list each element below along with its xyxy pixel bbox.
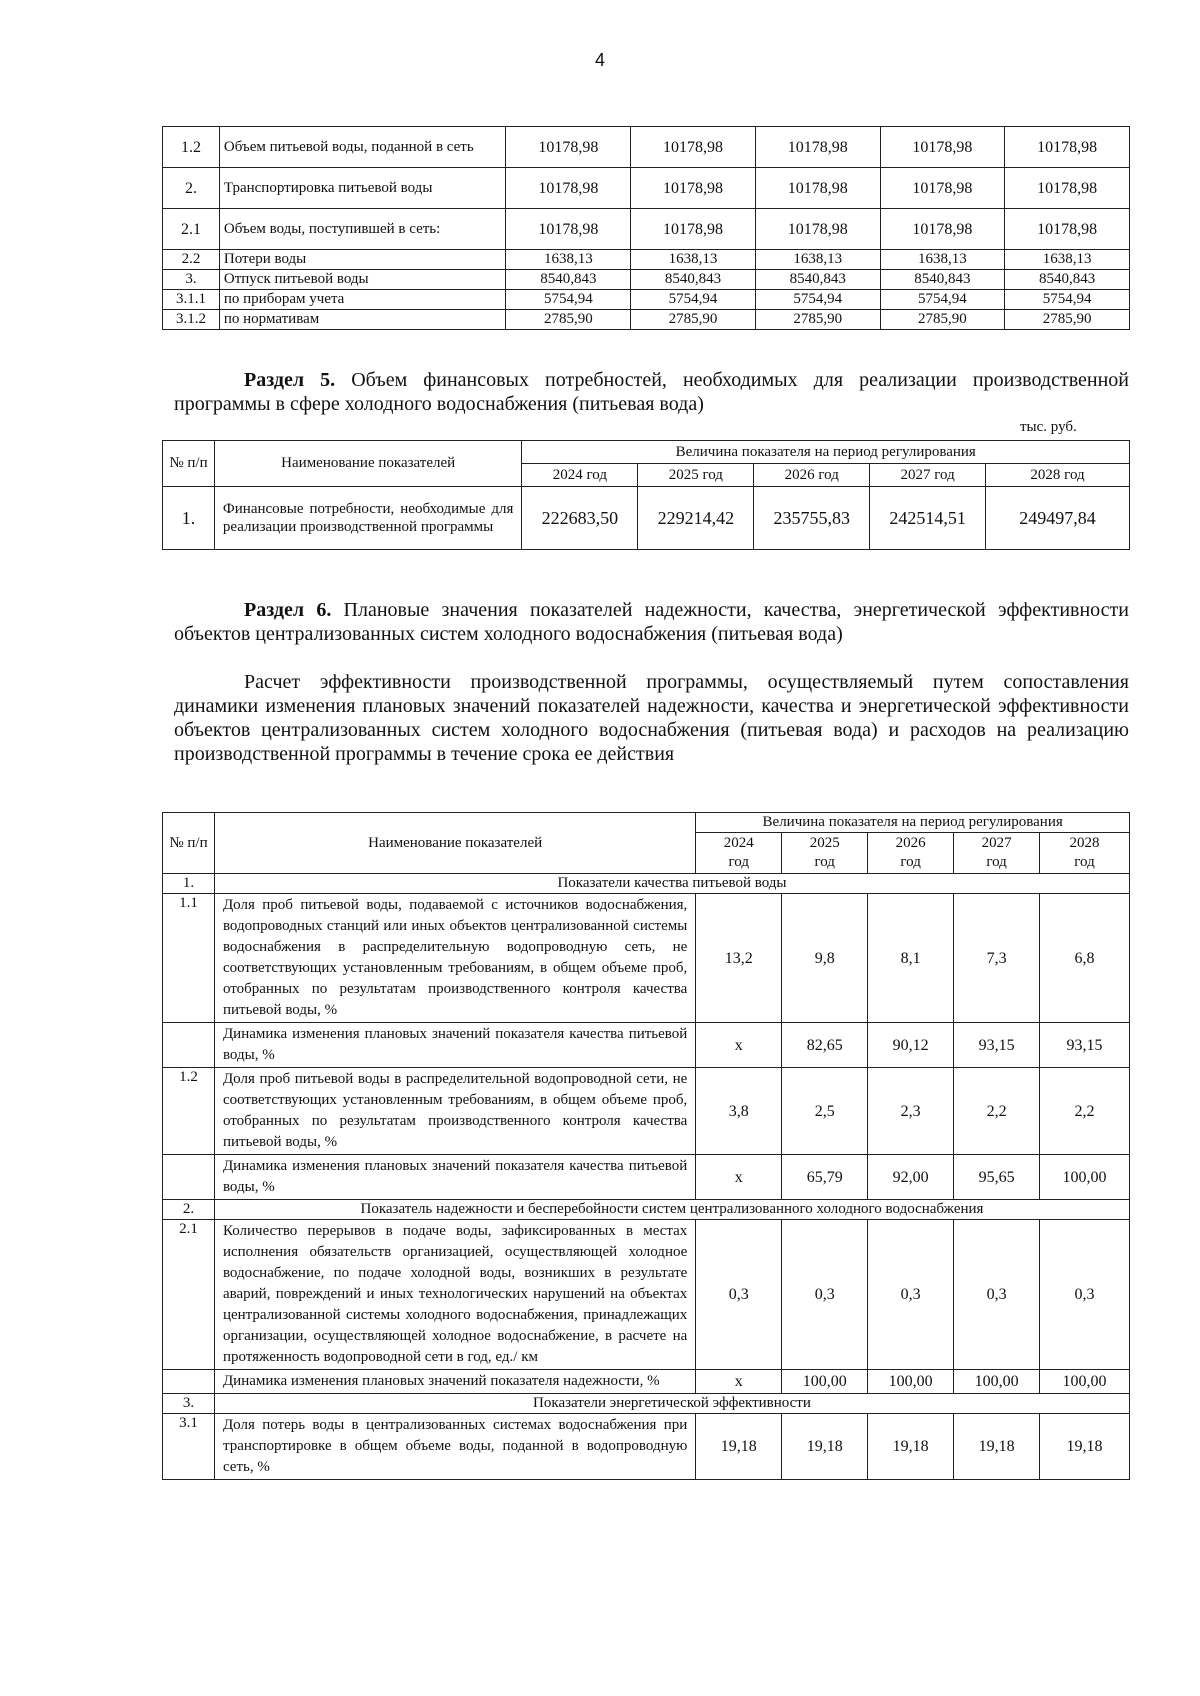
unit-label: тыс. руб. [1020, 419, 1077, 435]
header-year [868, 833, 954, 874]
year-number: 2025 [809, 835, 840, 851]
cell-value: 8540,843 [755, 270, 880, 290]
cell-value: 2,2 [954, 1068, 1040, 1155]
table-row [163, 168, 1130, 209]
cell-value: 6,8 [1040, 894, 1130, 1023]
year-suffix: год [814, 854, 835, 870]
cell-value: 5754,94 [1005, 290, 1130, 310]
row-name: Отпуск питьевой воды [219, 270, 506, 290]
group-number: 2. [163, 1200, 215, 1220]
row-name: Динамика изменения плановых значений показателя качества питьевой воды, % [214, 1155, 695, 1200]
group-row [163, 1200, 1130, 1220]
group-number: 1. [163, 874, 215, 894]
cell-value: 100,00 [782, 1370, 868, 1394]
section5-title: Объем финансовых потребностей, необходимых для реализации производственной программы в сфере холодного водоснабжения (питьевая вода) [174, 369, 1130, 415]
header-year [696, 833, 782, 874]
cell-value: 19,18 [954, 1414, 1040, 1480]
row-number: 1.2 [163, 1068, 215, 1155]
cell-value: 8,1 [868, 894, 954, 1023]
cell-value: 93,15 [1040, 1023, 1130, 1068]
cell-value: 235755,83 [754, 487, 870, 550]
row-number: 1.1 [163, 894, 215, 1023]
cell-value: 10178,98 [755, 127, 880, 168]
cell-value: 5754,94 [880, 290, 1005, 310]
year-suffix: год [986, 854, 1007, 870]
table-header-row [163, 813, 1130, 833]
group-row [163, 874, 1130, 894]
row-number: 1.2 [163, 127, 220, 168]
cell-value: 2785,90 [1005, 310, 1130, 330]
cell-value: 0,3 [696, 1220, 782, 1370]
header-num: № п/п [163, 813, 215, 874]
cell-value: 2785,90 [880, 310, 1005, 330]
row-number: 2. [163, 168, 220, 209]
cell-value: 10178,98 [1005, 209, 1130, 250]
cell-value: 2785,90 [755, 310, 880, 330]
table-row [163, 127, 1130, 168]
row-number: 3.1 [163, 1414, 215, 1480]
table-row [163, 487, 1130, 550]
year-number: 2027 [981, 835, 1012, 851]
cell-value: х [696, 1370, 782, 1394]
header-year: 2028 год [986, 464, 1130, 487]
year-number: 2024 [723, 835, 754, 851]
cell-value: 0,3 [1040, 1220, 1130, 1370]
financial-needs-table [162, 440, 1130, 550]
row-number [163, 1155, 215, 1200]
row-number [163, 1370, 215, 1394]
cell-value: 2785,90 [506, 310, 631, 330]
row-name: по приборам учета [219, 290, 506, 310]
cell-value: 10178,98 [631, 127, 756, 168]
row-number: 3. [163, 270, 220, 290]
header-year: 2025 год [638, 464, 754, 487]
header-group: Величина показателя на период регулирования [696, 813, 1130, 833]
cell-value: 19,18 [782, 1414, 868, 1480]
cell-value: 8540,843 [880, 270, 1005, 290]
cell-value: 100,00 [1040, 1155, 1130, 1200]
year-number: 2026 [895, 835, 926, 851]
cell-value: 13,2 [696, 894, 782, 1023]
cell-value: 10178,98 [506, 209, 631, 250]
cell-value: 19,18 [868, 1414, 954, 1480]
table-row [163, 270, 1130, 290]
table-header-row [163, 441, 1130, 464]
table-row [163, 1414, 1130, 1480]
cell-value: х [696, 1023, 782, 1068]
cell-value: 0,3 [782, 1220, 868, 1370]
cell-value: 0,3 [868, 1220, 954, 1370]
header-year [1040, 833, 1130, 874]
header-num: № п/п [163, 441, 215, 487]
header-group: Величина показателя на период регулирования [522, 441, 1130, 464]
cell-value: 95,65 [954, 1155, 1040, 1200]
header-year [954, 833, 1040, 874]
cell-value: 100,00 [868, 1370, 954, 1394]
cell-value: 10178,98 [506, 168, 631, 209]
table-row [163, 209, 1130, 250]
cell-value: 1638,13 [506, 250, 631, 270]
row-name: Динамика изменения плановых значений показателя надежности, % [214, 1370, 695, 1394]
group-number: 3. [163, 1394, 215, 1414]
table-row [163, 1155, 1130, 1200]
table-row [163, 290, 1130, 310]
table-row [163, 894, 1130, 1023]
cell-value: 8540,843 [631, 270, 756, 290]
row-name: Финансовые потребности, необходимые для реализации производственной программы [214, 487, 522, 550]
row-number: 1. [163, 487, 215, 550]
cell-value: 10178,98 [880, 209, 1005, 250]
cell-value: 10178,98 [755, 209, 880, 250]
section6-paragraph: Расчет эффективности производственной программы, осуществляемый путем сопоставления динамики изменения плановых значений показателей надежности, качества и энергетической эффективности объектов централизованных систем холодного водоснабжения (питьевая вода) и расходов на реализацию производственной программы в течение срока ее действия [174, 671, 1129, 765]
cell-value: 1638,13 [880, 250, 1005, 270]
row-number: 3.1.1 [163, 290, 220, 310]
year-suffix: год [900, 854, 921, 870]
cell-value: 10178,98 [755, 168, 880, 209]
cell-value: 100,00 [954, 1370, 1040, 1394]
header-year: 2027 год [870, 464, 986, 487]
row-name: Транспортировка питьевой воды [219, 168, 506, 209]
cell-value: 92,00 [868, 1155, 954, 1200]
cell-value: 2,5 [782, 1068, 868, 1155]
water-volume-table [162, 126, 1130, 330]
cell-value: 0,3 [954, 1220, 1040, 1370]
section6-label: Раздел 6. [244, 599, 332, 621]
row-name: Доля потерь воды в централизованных системах водоснабжения при транспортировке в общем объеме воды, поданной в водопроводную сеть, % [214, 1414, 695, 1480]
cell-value: 8540,843 [506, 270, 631, 290]
cell-value: 19,18 [696, 1414, 782, 1480]
cell-value: 5754,94 [506, 290, 631, 310]
cell-value: 90,12 [868, 1023, 954, 1068]
year-suffix: год [728, 854, 750, 870]
indicators-table [162, 812, 1130, 1480]
cell-value: 2785,90 [631, 310, 756, 330]
cell-value: 10178,98 [1005, 127, 1130, 168]
section5-heading [174, 368, 1129, 416]
cell-value: 10178,98 [506, 127, 631, 168]
cell-value: 10178,98 [1005, 168, 1130, 209]
cell-value: 7,3 [954, 894, 1040, 1023]
row-number: 2.1 [163, 209, 220, 250]
cell-value: 10178,98 [880, 168, 1005, 209]
year-number: 2028 [1069, 835, 1100, 851]
row-name: Доля проб питьевой воды, подаваемой с источников водоснабжения, водопроводных станций или иных объектов централизованной системы водоснабжения в распределительную водопроводную сеть, не соответствующих установленным требованиям, в общем объеме проб, отобранных по результатам производственного контроля качества питьевой воды, % [214, 894, 695, 1023]
cell-value: 1638,13 [631, 250, 756, 270]
row-name: Объем воды, поступившей в сеть: [219, 209, 506, 250]
cell-value: 19,18 [1040, 1414, 1130, 1480]
group-title: Показатель надежности и бесперебойности систем централизованного холодного водоснабжения [214, 1200, 1129, 1220]
group-title: Показатели энергетической эффективности [214, 1394, 1129, 1414]
cell-value: 65,79 [782, 1155, 868, 1200]
table-row [163, 1068, 1130, 1155]
cell-value: 222683,50 [522, 487, 638, 550]
header-year: 2026 год [754, 464, 870, 487]
cell-value: 229214,42 [638, 487, 754, 550]
header-name: Наименование показателей [214, 441, 522, 487]
cell-value: 2,2 [1040, 1068, 1130, 1155]
cell-value: 9,8 [782, 894, 868, 1023]
cell-value: 2,3 [868, 1068, 954, 1155]
cell-value: 8540,843 [1005, 270, 1130, 290]
table-row [163, 310, 1130, 330]
cell-value: 5754,94 [755, 290, 880, 310]
header-name: Наименование показателей [214, 813, 695, 874]
cell-value: 10178,98 [880, 127, 1005, 168]
row-name: Динамика изменения плановых значений показателя качества питьевой воды, % [214, 1023, 695, 1068]
table-row [163, 1220, 1130, 1370]
group-title: Показатели качества питьевой воды [214, 874, 1129, 894]
cell-value: 82,65 [782, 1023, 868, 1068]
cell-value: 10178,98 [631, 209, 756, 250]
cell-value: 5754,94 [631, 290, 756, 310]
header-year [782, 833, 868, 874]
table-row [163, 1023, 1130, 1068]
section6-heading [174, 598, 1129, 646]
cell-value: 242514,51 [870, 487, 986, 550]
row-name: Объем питьевой воды, поданной в сеть [219, 127, 506, 168]
table-row [163, 250, 1130, 270]
row-name: Доля проб питьевой воды в распределительной водопроводной сети, не соответствующих установленным требованиям, в общем объеме проб, отобранных по результатам производственного контроля качества питьевой воды, % [214, 1068, 695, 1155]
page-number: 4 [594, 50, 605, 70]
row-number: 3.1.2 [163, 310, 220, 330]
section5-label: Раздел 5. [244, 369, 336, 391]
row-name: Количество перерывов в подаче воды, зафиксированных в местах исполнения обязательств организацией, осуществляющей холодное водоснабжение, по подаче холодной воды, возникших в результате аварий, повреждений и иных технологических нарушений на объектах централизованной системы холодного водоснабжения, принадлежащих организации, осуществляющей холодное водоснабжение, в расчете на протяженность водопроводной сети в год, ед./ км [214, 1220, 695, 1370]
cell-value: х [696, 1155, 782, 1200]
section6-title: Плановые значения показателей надежности, качества, энергетической эффективности объектов централизованных систем холодного водоснабжения (питьевая вода) [174, 599, 1129, 645]
cell-value: 10178,98 [631, 168, 756, 209]
cell-value: 3,8 [696, 1068, 782, 1155]
header-year: 2024 год [522, 464, 638, 487]
table-row [163, 1370, 1130, 1394]
year-suffix: год [1074, 854, 1095, 870]
row-name: по нормативам [219, 310, 506, 330]
row-name: Потери воды [219, 250, 506, 270]
cell-value: 1638,13 [1005, 250, 1130, 270]
cell-value: 93,15 [954, 1023, 1040, 1068]
row-number: 2.1 [163, 1220, 215, 1370]
row-number [163, 1023, 215, 1068]
cell-value: 1638,13 [755, 250, 880, 270]
row-number: 2.2 [163, 250, 220, 270]
cell-value: 100,00 [1040, 1370, 1130, 1394]
group-row [163, 1394, 1130, 1414]
cell-value: 249497,84 [986, 487, 1130, 550]
